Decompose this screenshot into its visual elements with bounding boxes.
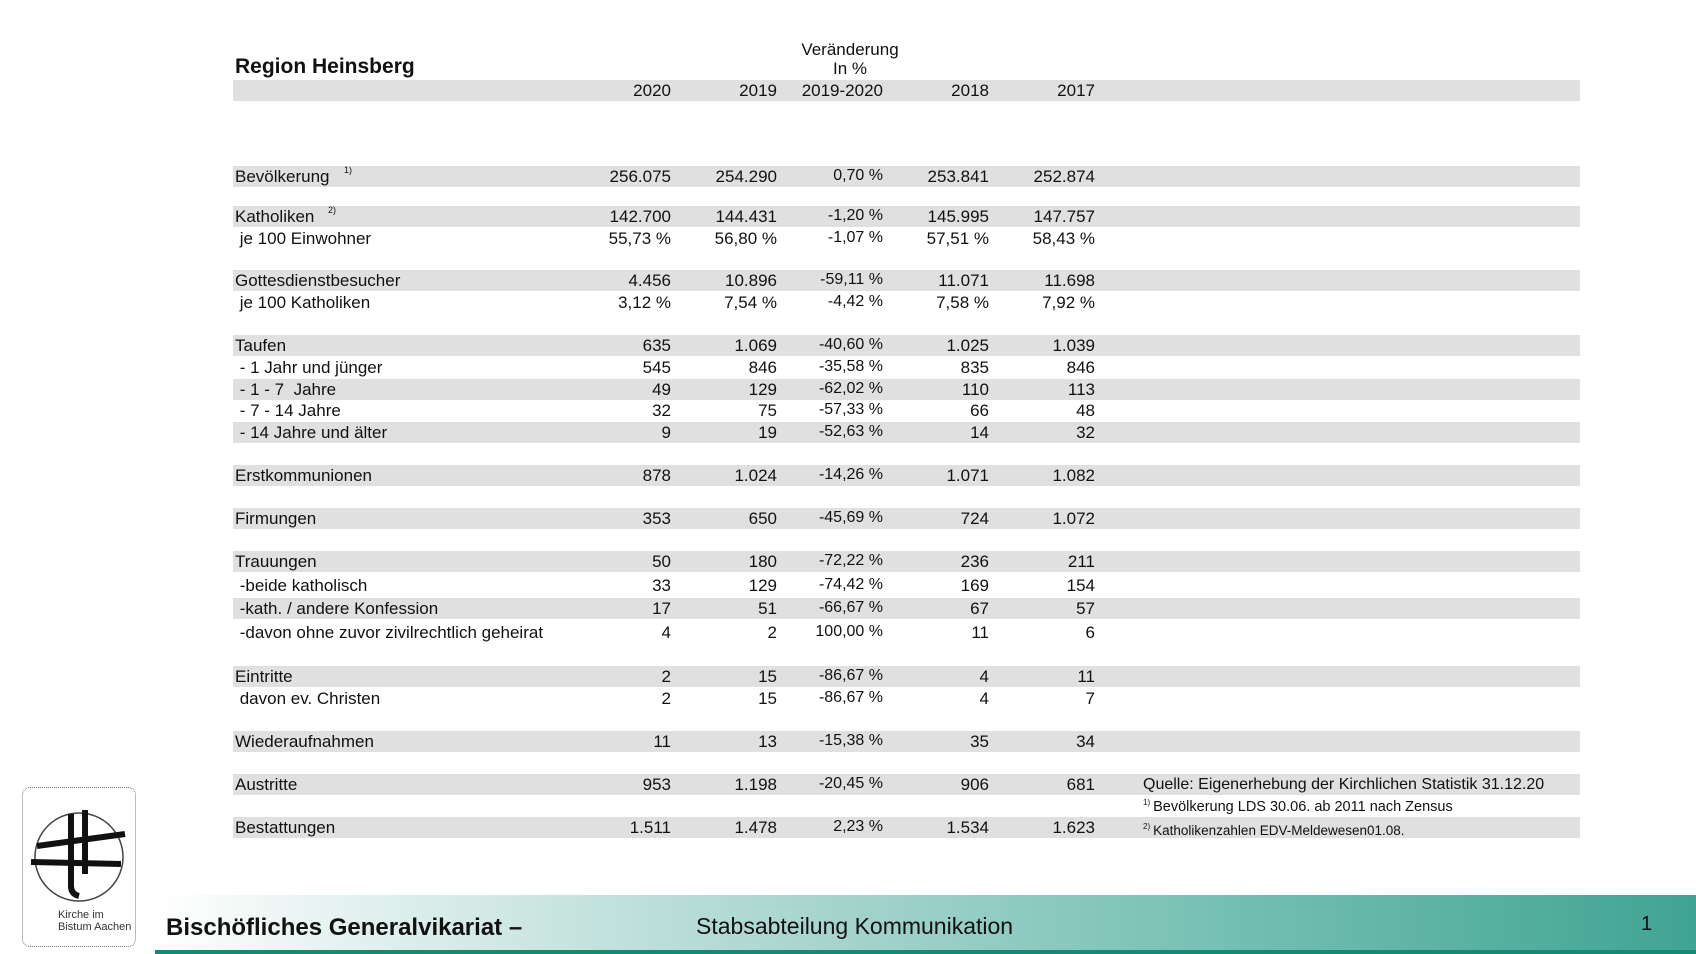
- cell-2018: 35: [970, 732, 989, 751]
- footer-organization: Bischöfliches Generalvikariat –: [166, 914, 523, 941]
- logo-line2: Bistum Aachen: [58, 921, 132, 933]
- cell-2018: 4: [979, 667, 989, 686]
- cell-change: 100,00 %: [815, 623, 883, 640]
- cell-2019: 51: [758, 599, 777, 618]
- footer-line: [155, 950, 1696, 954]
- cell-2019: 75: [758, 401, 777, 420]
- row-label: Bestattungen: [235, 818, 336, 837]
- cell-2020: 4: [661, 623, 671, 642]
- cell-change: -35,58 %: [818, 358, 883, 375]
- cell-2020: 50: [652, 552, 671, 571]
- cross-logo-icon: [29, 808, 129, 908]
- cell-2019: 1.024: [734, 466, 777, 485]
- cell-2017: 1.072: [1052, 509, 1095, 528]
- cell-2019: 129: [748, 380, 777, 399]
- cell-2020: 545: [642, 358, 671, 377]
- column-header-change: 2019-2020: [801, 81, 883, 100]
- cell-2018: 169: [960, 576, 989, 595]
- cell-2017: 147.757: [1033, 207, 1095, 226]
- footer-department: Stabsabteilung Kommunikation: [696, 913, 1014, 939]
- cell-2019: 254.290: [715, 167, 777, 186]
- cell-change: -45,69 %: [818, 509, 883, 526]
- change-heading-line2: In %: [832, 59, 868, 78]
- row-label: davon ev. Christen: [235, 689, 381, 708]
- cell-2020: 9: [661, 423, 671, 442]
- row-label: Trauungen: [235, 552, 317, 571]
- cell-2017: 1.082: [1052, 466, 1095, 485]
- cell-change: -52,63 %: [818, 423, 883, 440]
- cell-2020: 353: [642, 509, 671, 528]
- cell-2018: 1.534: [946, 818, 989, 837]
- cell-2020: 2: [661, 689, 671, 708]
- footnote-2: [1143, 822, 1405, 838]
- cell-2017: 11.698: [1044, 271, 1095, 290]
- cell-change: 2,23 %: [833, 818, 883, 835]
- column-header-2020: 2020: [633, 81, 671, 100]
- column-header-2017: 2017: [1057, 81, 1095, 100]
- cell-change: -62,02 %: [818, 380, 883, 397]
- row-label: - 7 - 14 Jahre: [235, 401, 341, 420]
- row-label: je 100 Einwohner: [235, 229, 372, 248]
- cell-change: -66,67 %: [818, 599, 883, 616]
- cell-2018: 57,51 %: [926, 229, 989, 248]
- cell-2019: 2: [767, 623, 777, 642]
- cell-change: -1,20 %: [827, 207, 883, 224]
- row-label: Bevölkerung: [235, 167, 330, 186]
- cell-2019: 1.478: [734, 818, 777, 837]
- cell-2017: 7,92 %: [1042, 293, 1095, 312]
- cell-2020: 3,12 %: [618, 293, 671, 312]
- cell-2020: 142.700: [609, 207, 671, 226]
- row-footnote-mark: 2): [328, 205, 337, 215]
- cell-2019: 10.896: [725, 271, 777, 290]
- cell-2018: 4: [979, 689, 989, 708]
- cell-2020: 55,73 %: [608, 229, 671, 248]
- cell-2018: 253.841: [927, 167, 989, 186]
- cell-2018: 7,58 %: [936, 293, 989, 312]
- cell-change: -57,33 %: [818, 401, 883, 418]
- row-label: Gottesdienstbesucher: [235, 271, 401, 290]
- row-label: - 1 - 7 Jahre: [235, 380, 337, 399]
- row-label: -davon ohne zuvor zivilrechtlich geheirat: [235, 623, 544, 642]
- cell-2019: 180: [748, 552, 777, 571]
- cell-2017: 6: [1085, 623, 1095, 642]
- cell-2018: 1.025: [946, 336, 989, 355]
- footnote-2-mark: 2): [1143, 822, 1151, 831]
- cell-2017: 1.623: [1052, 818, 1095, 837]
- page-number: 1: [1641, 913, 1653, 935]
- row-label: - 1 Jahr und jünger: [235, 358, 383, 377]
- cell-2018: 236: [960, 552, 989, 571]
- cell-change: -14,26 %: [818, 466, 883, 483]
- cell-2017: 58,43 %: [1032, 229, 1095, 248]
- footnote-1-mark: 1): [1143, 798, 1151, 807]
- cell-2020: 878: [642, 466, 671, 485]
- cell-change: -72,22 %: [818, 552, 883, 569]
- row-label: Eintritte: [235, 667, 293, 686]
- cell-change: 0,70 %: [833, 167, 883, 184]
- cell-change: -20,45 %: [818, 775, 883, 792]
- cell-change: -15,38 %: [818, 732, 883, 749]
- row-label: -kath. / andere Konfession: [235, 599, 439, 618]
- logo-text: [58, 909, 131, 933]
- cell-2017: 11: [1077, 667, 1095, 686]
- cell-change: -4,42 %: [827, 293, 883, 310]
- cell-change: -86,67 %: [818, 689, 883, 706]
- cell-2017: 34: [1076, 732, 1095, 751]
- row-label: - 14 Jahre und älter: [235, 423, 388, 442]
- cell-2017: 252.874: [1033, 167, 1095, 186]
- cell-2019: 56,80 %: [714, 229, 777, 248]
- cell-2018: 11: [971, 623, 989, 642]
- cell-2020: 33: [652, 576, 671, 595]
- cell-change: -40,60 %: [818, 336, 883, 353]
- cell-2018: 835: [960, 358, 989, 377]
- cell-2020: 32: [652, 401, 671, 420]
- cell-2017: 1.039: [1052, 336, 1095, 355]
- cell-2018: 145.995: [927, 207, 989, 226]
- row-label: Firmungen: [235, 509, 317, 528]
- logo-line1: Kirche im: [58, 909, 104, 921]
- cell-2017: 113: [1067, 380, 1095, 399]
- footnote-2-text: Katholikenzahlen EDV-Meldewesen01.08.: [1153, 823, 1405, 838]
- cell-change: -1,07 %: [827, 229, 883, 246]
- cell-2018: 14: [970, 423, 989, 442]
- cell-2019: 129: [748, 576, 777, 595]
- row-label: Erstkommunionen: [235, 466, 373, 485]
- cell-2017: 32: [1076, 423, 1095, 442]
- cell-2017: 7: [1085, 689, 1095, 708]
- row-label: -beide katholisch: [235, 576, 368, 595]
- cell-2020: 1.511: [629, 818, 671, 837]
- region-title: Region Heinsberg: [235, 55, 415, 78]
- cell-2018: 1.071: [946, 466, 989, 485]
- cell-2019: 13: [758, 732, 777, 751]
- cell-2018: 724: [960, 509, 989, 528]
- cell-2018: 67: [970, 599, 989, 618]
- cell-change: -74,42 %: [818, 576, 883, 593]
- cell-2020: 17: [652, 599, 671, 618]
- cell-2020: 2: [661, 667, 671, 686]
- cell-2019: 15: [758, 667, 777, 686]
- cell-2019: 7,54 %: [724, 293, 777, 312]
- cell-2017: 48: [1076, 401, 1095, 420]
- cell-2020: 256.075: [609, 167, 671, 186]
- cell-2020: 635: [642, 336, 671, 355]
- cell-2019: 1.198: [734, 775, 777, 794]
- cell-2017: 57: [1076, 599, 1095, 618]
- cell-2019: 144.431: [715, 207, 777, 226]
- cell-2020: 11: [653, 732, 671, 751]
- cell-2019: 15: [758, 689, 777, 708]
- cell-2017: 846: [1066, 358, 1095, 377]
- cell-2017: 154: [1066, 576, 1095, 595]
- change-column-heading: [770, 40, 930, 78]
- cell-2018: 66: [970, 401, 989, 420]
- cell-2017: 211: [1067, 552, 1095, 571]
- cell-2018: 110: [961, 380, 989, 399]
- cell-2020: 49: [652, 380, 671, 399]
- logo-box: [22, 787, 136, 947]
- cell-2019: 650: [748, 509, 777, 528]
- column-header-2018: 2018: [951, 81, 989, 100]
- cell-2019: 846: [748, 358, 777, 377]
- row-label: Katholiken: [235, 207, 315, 226]
- row-label: je 100 Katholiken: [235, 293, 371, 312]
- cell-2018: 11.071: [938, 271, 989, 290]
- row-label: Taufen: [235, 336, 287, 355]
- cell-2017: 681: [1066, 775, 1095, 794]
- column-header-2019: 2019: [739, 81, 777, 100]
- cell-2020: 4.456: [628, 271, 671, 290]
- footnote-1: [1143, 798, 1453, 815]
- source-note: Quelle: Eigenerhebung der Kirchlichen Statistik 31.12.20: [1143, 776, 1545, 793]
- cell-2019: 1.069: [734, 336, 777, 355]
- row-label: Austritte: [235, 775, 298, 794]
- cell-2019: 19: [758, 423, 777, 442]
- cell-2018: 906: [960, 775, 989, 794]
- footnote-1-text: Bevölkerung LDS 30.06. ab 2011 nach Zensus: [1153, 799, 1453, 815]
- row-label: Wiederaufnahmen: [235, 732, 374, 751]
- cell-change: -86,67 %: [818, 667, 883, 684]
- change-heading-line1: Veränderung: [801, 40, 899, 59]
- cell-2020: 953: [642, 775, 671, 794]
- row-footnote-mark: 1): [344, 165, 353, 175]
- cell-change: -59,11 %: [820, 271, 883, 288]
